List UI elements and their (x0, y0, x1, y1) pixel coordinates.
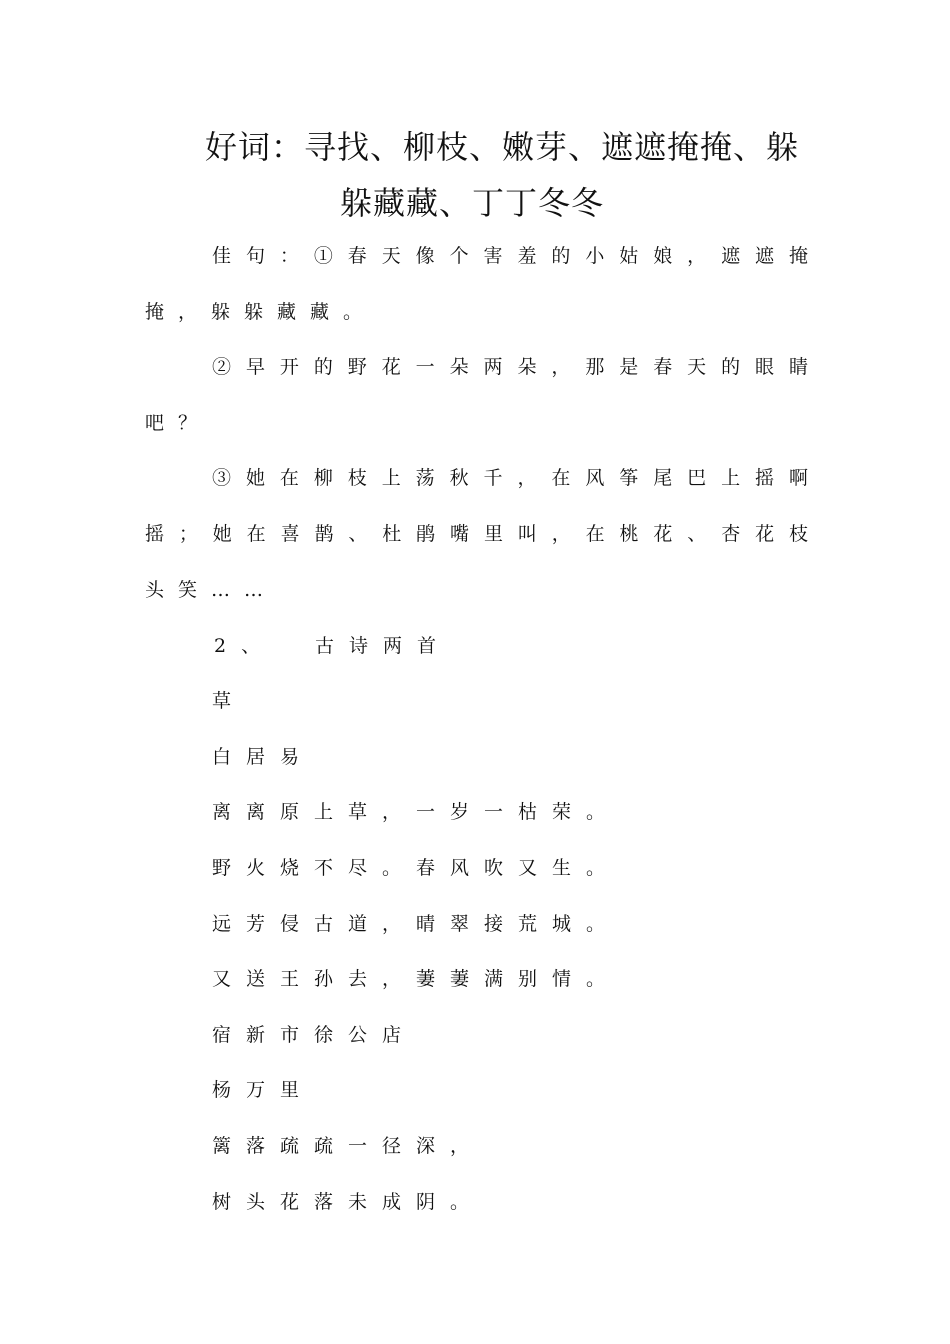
poem-1-line: 远芳侵古道，晴翠接荒城。 (212, 913, 621, 935)
poem-2-author: 杨万里 (212, 1079, 315, 1101)
sentence-3-line2: 摇；她在喜鹊、杜鹃嘴里叫，在桃花、杏花枝 (145, 523, 808, 545)
poem-1-line: 又送王孙去，萋萋满别情。 (212, 968, 621, 990)
good-words-heading-line2: 躲藏藏、丁丁冬冬 (340, 184, 605, 222)
sentence-1-line1: 佳句：①春天像个害羞的小姑娘，遮遮掩 (212, 245, 808, 267)
section-number: 2、 (214, 635, 276, 657)
poem-1-author: 白居易 (212, 746, 315, 768)
sentence-1-line2: 掩，躲躲藏藏。 (145, 301, 377, 323)
good-words-heading-line1: 好词：寻找、柳枝、嫩芽、遮遮掩掩、躲 (205, 128, 800, 166)
poem-2-line: 篱落疏疏一径深， (212, 1135, 485, 1157)
sentence-3-line3: 头笑…… (145, 579, 278, 601)
poem-2-title: 宿新市徐公店 (212, 1024, 417, 1046)
sentence-2-line1: ②早开的野花一朵两朵，那是春天的眼睛 (212, 356, 808, 378)
sentence-2-line2: 吧？ (145, 412, 212, 434)
poem-1-line: 野火烧不尽。春风吹又生。 (212, 857, 621, 879)
poem-1-line: 离离原上草，一岁一枯荣。 (212, 801, 621, 823)
section-title: 古诗两首 (315, 635, 452, 657)
sentence-3-line1: ③她在柳枝上荡秋千，在风筝尾巴上摇啊 (212, 467, 808, 489)
poem-2-line: 树头花落未成阴。 (212, 1191, 485, 1213)
poem-1-title: 草 (212, 690, 247, 712)
